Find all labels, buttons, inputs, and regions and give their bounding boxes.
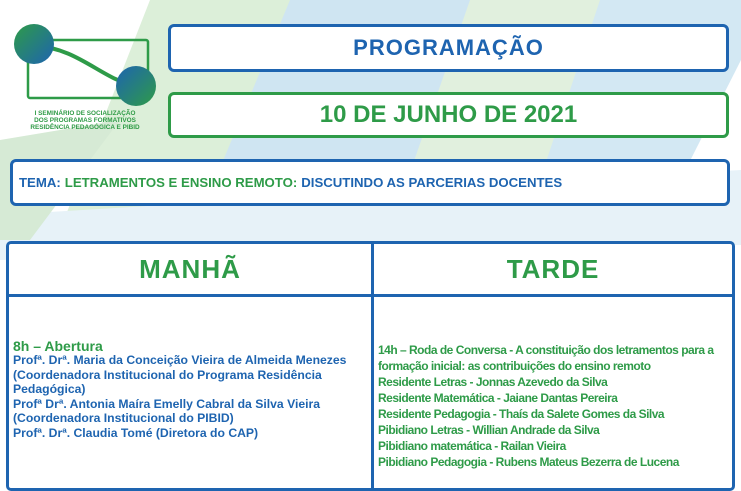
morning-heading: MANHÃ <box>9 244 371 297</box>
afternoon-heading: TARDE <box>374 244 732 297</box>
logo-caption-line: RESIDÊNCIA PEDAGÓGICA E PIBID <box>30 124 140 132</box>
afternoon-participant: Residente Pedagogia - Thaís da Salete Gomes da Silva <box>378 407 665 421</box>
event-date <box>168 92 729 138</box>
afternoon-program <box>374 297 732 470</box>
page-title-text: PROGRAMAÇÃO <box>353 35 544 60</box>
afternoon-column <box>374 244 732 488</box>
theme-label: TEMA: <box>19 175 61 190</box>
logo-caption-line: I SEMINÁRIO DE SOCIALIZAÇÃO <box>34 110 136 117</box>
schedule-table <box>6 241 735 491</box>
opening-time: 8h – Abertura <box>13 338 103 354</box>
page-title <box>168 24 729 72</box>
theme-subtitle: DISCUTINDO AS PARCERIAS DOCENTES <box>301 175 563 190</box>
afternoon-participant: Residente Letras - Jonnas Azevedo da Silva <box>378 375 608 389</box>
morning-column <box>9 244 374 488</box>
afternoon-participant: Pibidiano Pedagogia - Rubens Mateus Bezerra de Lucena <box>378 455 679 469</box>
theme-banner <box>10 159 730 206</box>
round-table-title: 14h – Roda de Conversa - A constituição dos letramentos para a <box>378 343 714 357</box>
seminar-logo <box>8 18 158 117</box>
round-table-title: formação inicial: as contribuições do ensino remoto <box>378 359 651 373</box>
morning-speaker: Profª. Drª. Maria da Conceição Vieira de Almeida Menezes (Coordenadora Institucional do Programa Residência Pedagógica) <box>13 353 347 396</box>
morning-program <box>9 297 371 440</box>
logo-caption <box>10 110 160 132</box>
afternoon-participant: Residente Matemática - Jaiane Dantas Pereira <box>378 391 618 405</box>
logo-caption-line: DOS PROGRAMAS FORMATIVOS <box>34 117 136 125</box>
afternoon-participant: Pibidiano matemática - Railan Vieira <box>378 439 566 453</box>
afternoon-participant: Pibidiano Letras - Willian Andrade da Silva <box>378 423 600 437</box>
theme-title: LETRAMENTOS E ENSINO REMOTO: <box>64 175 298 190</box>
event-date-text: 10 DE JUNHO DE 2021 <box>319 101 578 128</box>
morning-speaker: Profª Drª. Antonia Maíra Emelly Cabral da Silva Vieira (Coordenadora Institucional do PIBID) <box>13 396 321 425</box>
morning-speaker: Profª. Drª. Claudia Tomé (Diretora do CAP) <box>13 425 259 440</box>
